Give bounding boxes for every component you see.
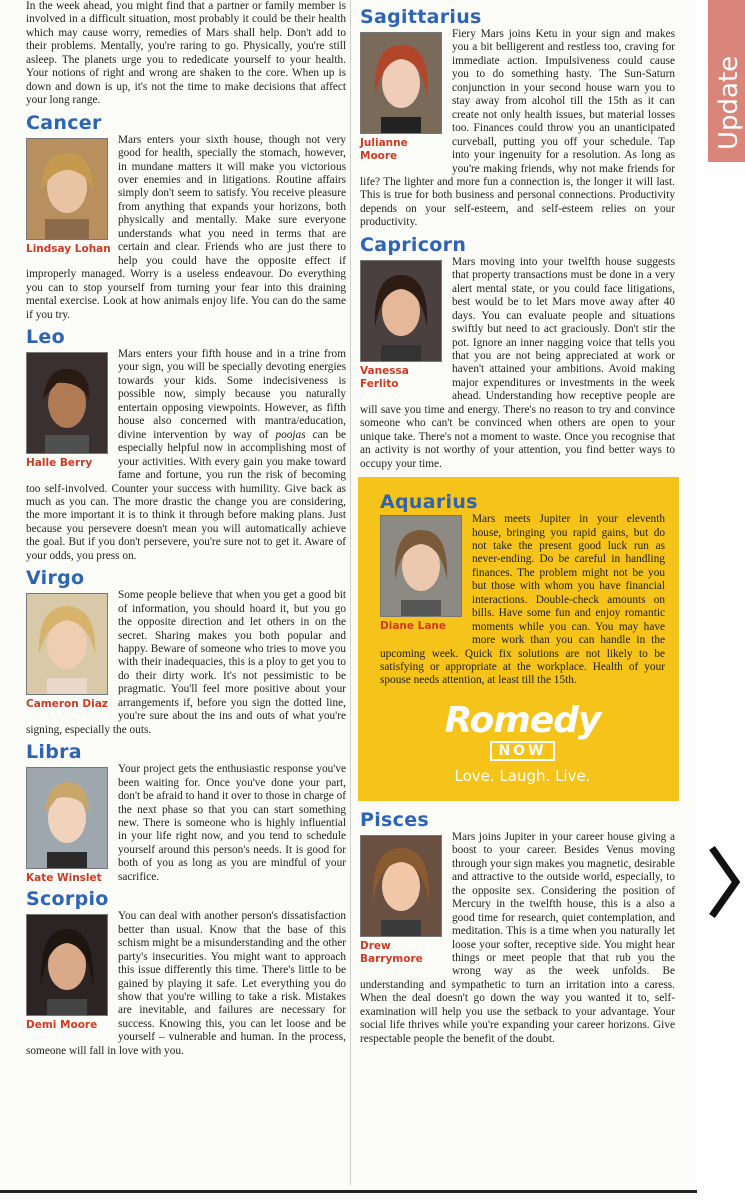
celebrity-photo-virgo [26, 593, 108, 695]
sign-title-capricorn: Capricorn [360, 233, 467, 256]
intro-text: In the week ahead, you might find that a partner or family member is involved in a difficult situation, most probably it could be their health which may cause worry, remedies of Mars shall help. Don't add to their problems. Mentally, you're raring to go. Physically, you're still asleep. The planets urge you to rededicate yourself to your health. Your notions of right and wrong are shaken to the core. When up is down and down is up, it's not the time to make decisions that affect your long range. [26, 0, 346, 107]
celebrity-leo [26, 352, 112, 470]
update-tab-label: Update [714, 55, 744, 150]
celebrity-capricorn [360, 260, 446, 391]
horoscope-text-virgo: Some people believe that when you get a good bit of information, you should hoard it, but you go the opposite direction and let others in on the secret. Sharing makes you both popular and happy. Beware of someone who tries to move you with their inadequacies, this is a ploy to get you to do their dirty work. It's not pessimistic to be pragmatic. You'll feel more positive about your arrangements if, before you sign the dotted line, you're sure about the ins and outs of what you're signing, especially the outs. [26, 589, 346, 736]
celebrity-aquarius [380, 515, 466, 633]
celebrity-name-libra: Kate Winslet [26, 872, 102, 885]
romedy-now-ad[interactable] [380, 699, 665, 791]
section-scorpio [26, 888, 346, 1058]
romedy-now-badge: NOW [490, 741, 554, 761]
celebrity-scorpio [26, 914, 112, 1032]
celebrity-name-virgo: Cameron Diaz [26, 698, 108, 711]
horoscope-text-pisces: Mars joins Jupiter in your career house giving a boost to your career. Besides Venus moving through your sign makes you magnetic, desirable and attractive to the outside world, especially, to the opposite sex. Considering the position of Mercury in the twelfth house, this is a also a good time for research, quiet contemplation, and meditation. This is a time when you naturally let loose your softer, receptive side. You might hear things or meet people that that rub you the wrong way as the week unfolds. Be understanding and sympathetic to turn an irritation into a caress. When the deal doesn't go down the way you wanted it to, self-examination will help you use the setback to your advantage. Your social life thrives while you're expanding your career horizons. Give respectable people the benefit of the doubt. [360, 830, 675, 1045]
section-leo [26, 326, 346, 563]
sign-title-pisces: Pisces [360, 808, 430, 831]
section-cancer [26, 112, 346, 322]
section-pisces [360, 809, 675, 1046]
celebrity-sagittarius [360, 32, 446, 163]
celebrity-photo-aquarius [380, 515, 462, 617]
horoscope-text-aquarius: Mars meets Jupiter in your eleventh house, bringing you rapid gains, but do not take the present good luck run as never-ending. Do be careful in handling finances. The problem might not be you but those with whom you have financial interactions. Double-check amounts on bills. Have some fun and enjoy romantic moments while you can. You may have more work than you can handle in the upcoming week. Quick fix solutions are not likely to be satisfying or appropriate at the workplace. Health of your spouse needs attention, at least till the 15th. [380, 513, 665, 687]
horoscope-text-scorpio: You can deal with another person's dissatisfaction better than usual. Know that the base of this schism might be a misunderstanding and the other party's insecurities. You might want to approach this issue differently this time. There's little to be gained by playing it safe. Let everything you do show that you're willing to take a risk. Mistakes are inevitable, and failures are necessary for success. Knowing this, you can let loose and be yourself – vulnerable and human. In the process, someone will fall in love with you. [26, 910, 346, 1057]
celebrity-cancer [26, 138, 112, 256]
celebrity-name-sagittarius: Julianne Moore [360, 137, 408, 162]
romedy-tagline: Love. Laugh. Live. [454, 766, 591, 785]
celebrity-name-aquarius: Diane Lane [380, 620, 447, 633]
section-virgo [26, 567, 346, 737]
celebrity-name-capricorn: Vanessa Ferlito [360, 364, 409, 390]
sign-title-leo: Leo [26, 325, 65, 348]
sign-title-cancer: Cancer [26, 111, 102, 134]
sign-title-aquarius: Aquarius [380, 491, 478, 514]
sign-title-virgo: Virgo [26, 567, 85, 590]
celebrity-name-scorpio: Demi Moore [26, 1019, 98, 1032]
horoscope-text-cancer: Mars enters your sixth house, though not very good for health, specially the stomach, however, in mundane matters it will make you victorious over enemies and in litigations. Routine affairs simply don't seem to satisfy. You receive pleasure from anything that expands your horizons, both physically and mentally. Make sure everyone understands what you need in terms that are certain and clear. Friends who are just there to help you could have the opposite effect if improperly managed. Worry is a useless endeavour. Do everything you can to stop yourself from turning your fear into this draining mental exercise. Look at how animals enjoy life. You can do the same if you try. [26, 133, 346, 321]
celebrity-name-cancer: Lindsay Lohan [26, 242, 111, 255]
celebrity-photo-cancer [26, 138, 108, 240]
celebrity-name-pisces: Drew Barrymore [360, 939, 423, 965]
celebrity-name-leo: Halle Berry [26, 456, 93, 469]
celebrity-libra [26, 767, 112, 885]
horoscope-text-sagittarius: Fiery Mars joins Ketu in your sign and makes you a bit belligerent and restless too, craving for immediate action. Impulsiveness could cause you to do something hasty. The Sun-Saturn conjunction in your second house warn you to stay away from alcohol till the 15th as it can create not only health issues, but material losses too. Finances could throw you an unanticipated curveball, putting you off your schedule. Tap into your ingenuity for a resolution. As long as you're making friends, why not make friends for life? The lighter and more fun a connection is, the longer it will last. This is true for both business and personal connections. Productivity depends on your self-esteem, and self-esteem relies on your productivity. [360, 28, 675, 229]
sign-title-sagittarius: Sagittarius [360, 6, 482, 28]
celebrity-photo-sagittarius [360, 32, 442, 134]
horoscope-text-libra: Your project gets the enthusiastic response you've been waiting for. Once you've done your part, don't be afraid to hand it over to those in charge of the next phase so that you can start something new. There is someone who is highly influential in your life right now, and you tend to schedule yourself around this person's needs. It is good for both of you as long as you are mindful of your sacrifice. [118, 763, 347, 883]
left-column [26, 0, 346, 1058]
section-capricorn [360, 234, 675, 471]
celebrity-virgo [26, 593, 112, 711]
viewer-margin [697, 0, 745, 1200]
celebrity-photo-pisces [360, 835, 442, 937]
aquarius-highlight-box [358, 477, 679, 801]
chevron-right-icon [706, 842, 742, 922]
celebrity-pisces [360, 835, 446, 966]
horoscope-text-leo: Mars enters your fifth house and in a trine from your sign, you will be specially devoting energies towards your kids. Some indecisiveness is possible now, simply because you naturally entertain opposing viewpoints. However, as fifth house also concerned with mantra/education, divine intervention by way of poojas can be especially helpful now in accomplishing most of your activities. With every gain you make toward fame and fortune, you run the risk of becoming too self-involved. Counter your success with humility. Give back as much as you can. The more drastic the change you are considering, the more important it is to think it through before making plans. Just because you persevere doesn't mean you will automatically achieve the goal. But if you don't persevere, you're sure not to get it. Aware of your odds, you press on. [26, 347, 346, 562]
romedy-logo: Romedy [444, 699, 601, 741]
celebrity-photo-capricorn [360, 260, 442, 362]
right-column [360, 0, 675, 1046]
next-arrow-button[interactable] [706, 842, 742, 922]
column-divider [350, 0, 351, 1185]
section-libra [26, 741, 346, 884]
sign-title-scorpio: Scorpio [26, 888, 109, 911]
update-tab[interactable] [708, 0, 745, 162]
section-sagittarius [360, 6, 675, 230]
celebrity-photo-scorpio [26, 914, 108, 1016]
horoscope-text-capricorn: Mars moving into your twelfth house suggests that property transactions must be done in a very alert mental state, or you could face litigations, best would be to let Mars move away after 40 days. You can evaluate people and situations swiftly but need to act graciously. Don't stir the pot. Ignore an inner nagging voice that tells you that you are not being appreciated at work or haven't attained your ambitions. Avoid making major expenditures or investments in the week ahead. Understanding how receptive people are will save you time and energy. There's no reason to try and convince someone who can't be convinced when others are open to your unique take. There's not a moment to waste. Once you recognise that an activity is not worthy of your attention, you find better ways to occupy your time. [360, 255, 675, 470]
bottom-rule [0, 1190, 697, 1193]
sign-title-libra: Libra [26, 741, 82, 764]
celebrity-photo-libra [26, 767, 108, 869]
celebrity-photo-leo [26, 352, 108, 454]
